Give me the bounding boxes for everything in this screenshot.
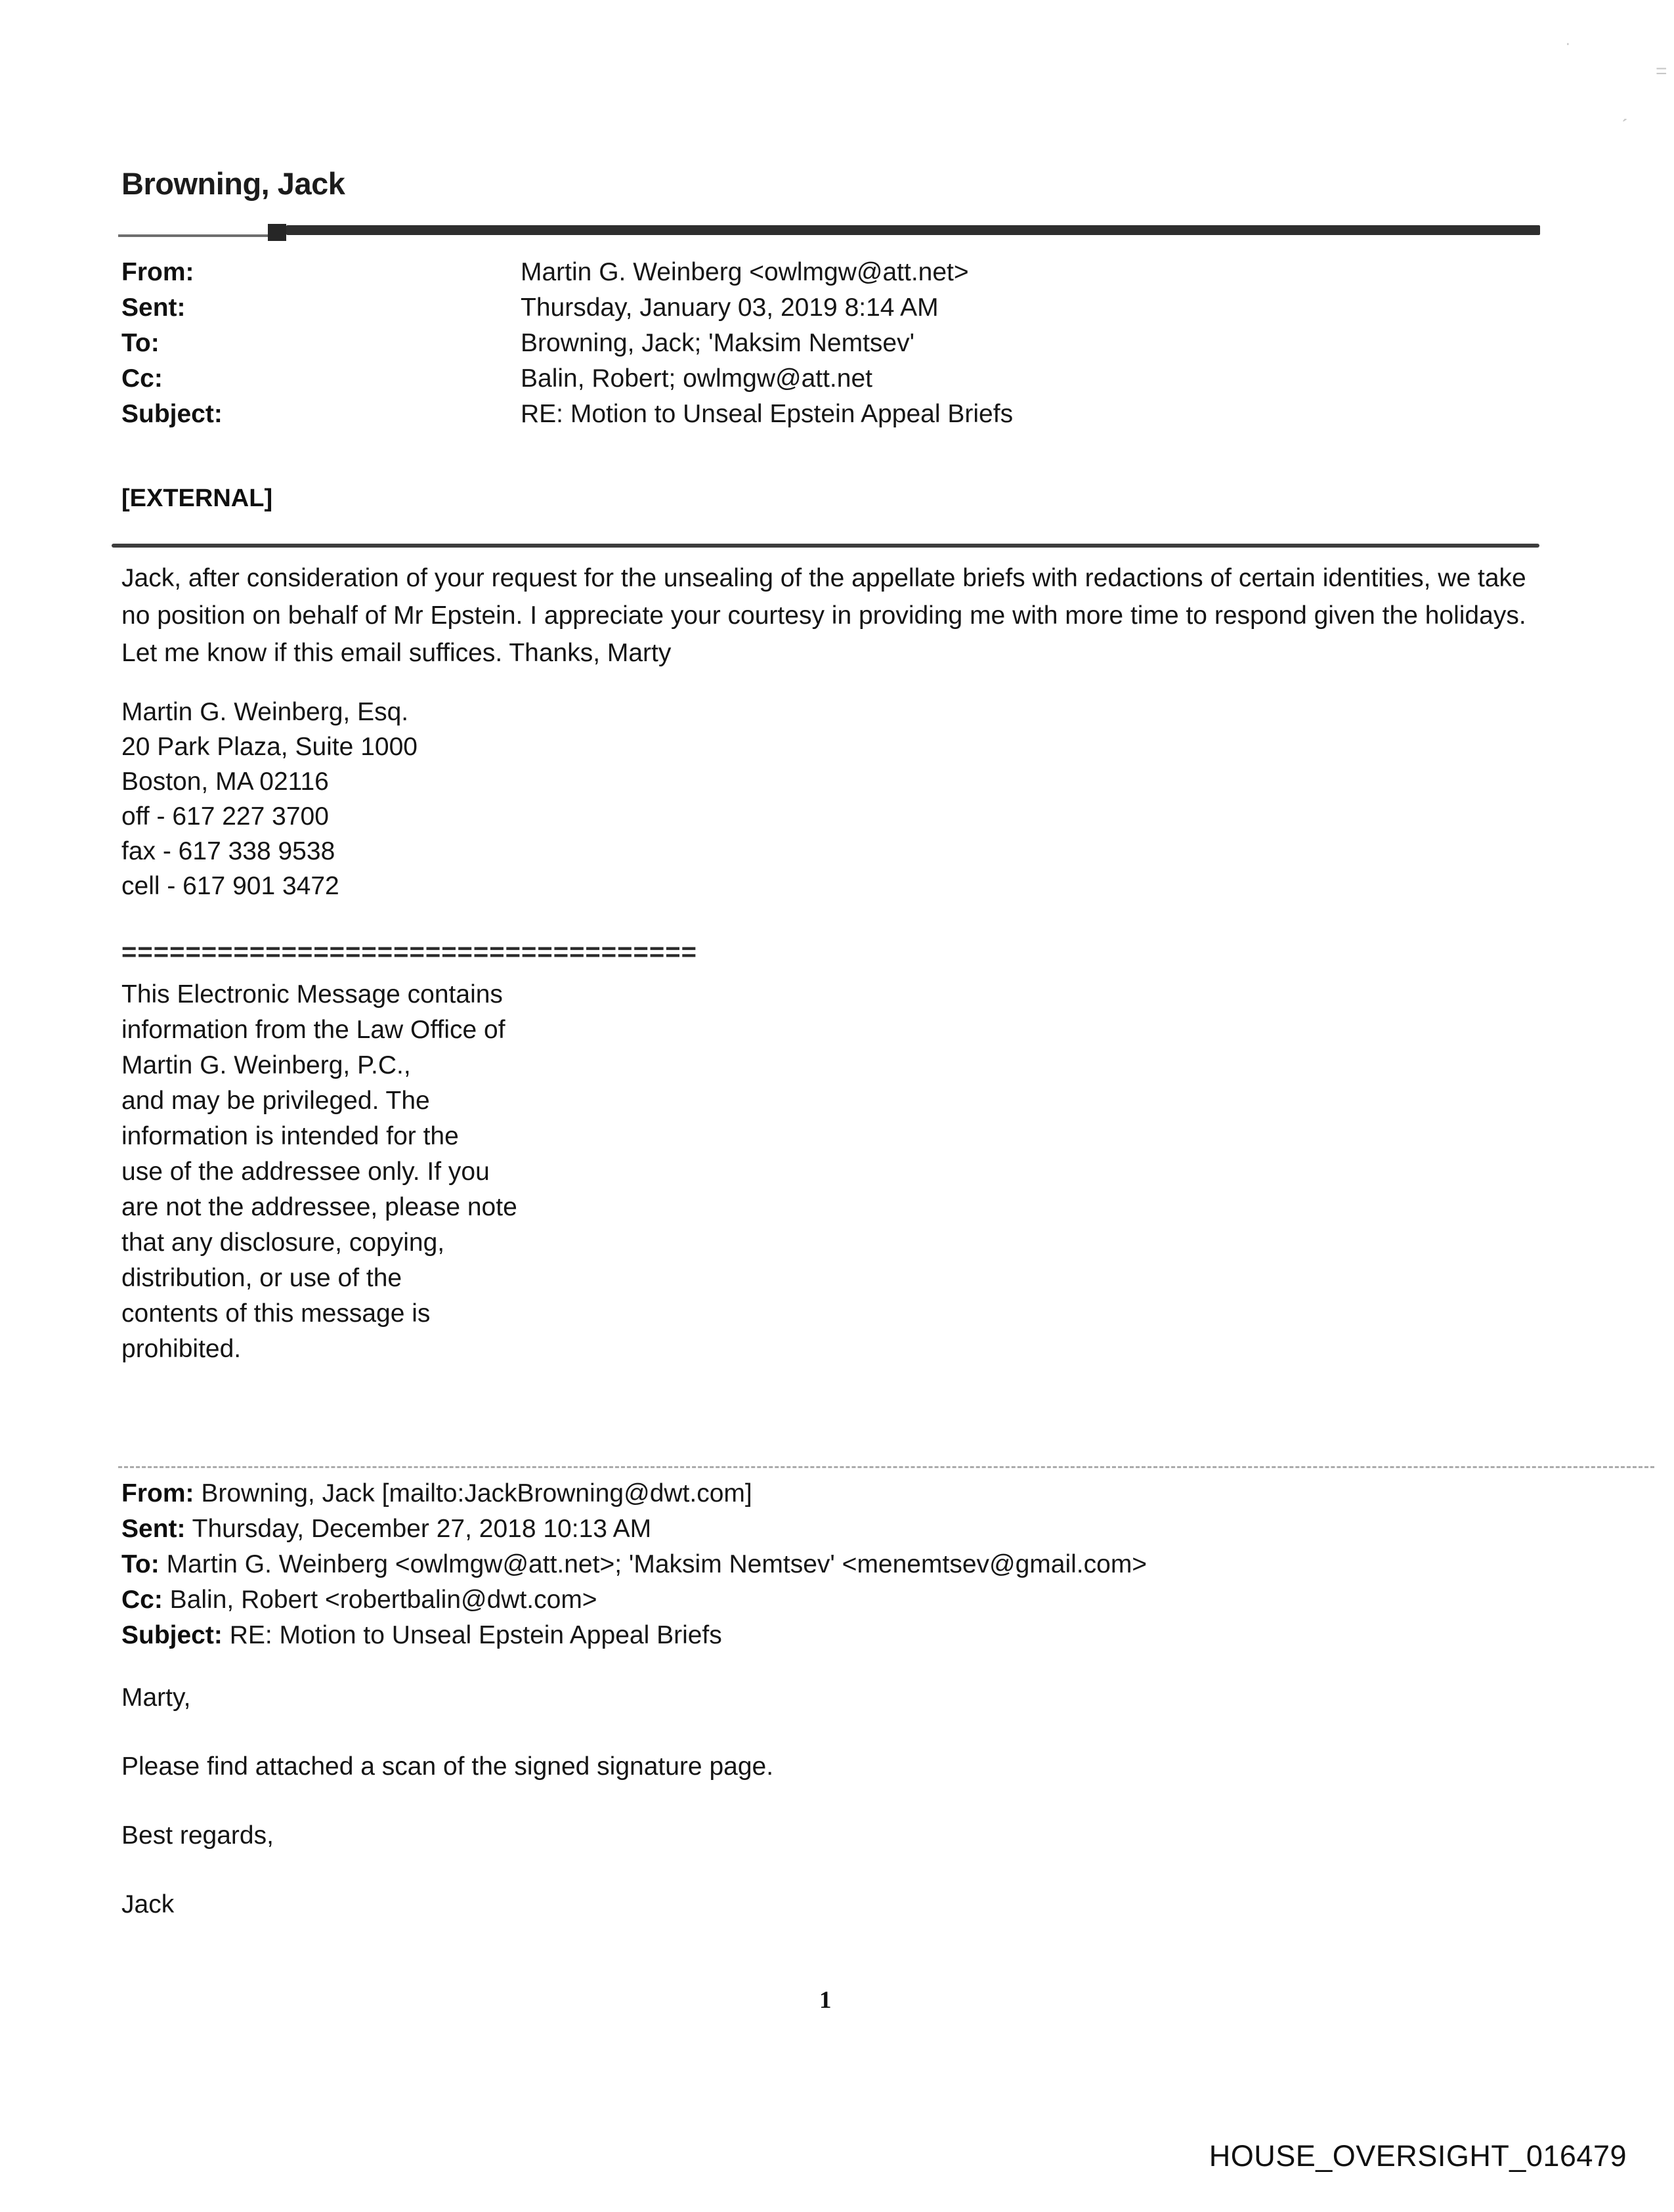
disclaimer-block: [121, 977, 517, 1367]
document-title: Browning, Jack: [121, 166, 345, 201]
field-label: Cc:: [121, 364, 163, 393]
bates-number: HOUSE_OVERSIGHT_016479: [1209, 2139, 1627, 2173]
disclaimer-line: that any disclosure, copying,: [121, 1228, 445, 1257]
header-row-to: [121, 1547, 1631, 1582]
field-label: Cc:: [121, 1586, 163, 1614]
body-line: Please find attached a scan of the signed signature page.: [121, 1752, 774, 1781]
email-header-2: [121, 1476, 1631, 1653]
disclaimer-line: and may be privileged. The: [121, 1087, 430, 1115]
signature-line: cell - 617 901 3472: [121, 872, 339, 900]
field-label: Sent:: [121, 293, 186, 322]
horizontal-rule: [112, 544, 1539, 548]
email-body-paragraph: Jack, after consideration of your request for the unsealing of the appellate briefs with redactions of certain identities, we take no position on behalf of Mr Epstein. I appreciate your courtesy in providing me with more time to respond given the holidays. Let me know if this email suffices. Thanks, Marty: [121, 564, 1526, 667]
signature-block: [121, 695, 418, 903]
signature-line: off - 617 227 3700: [121, 802, 329, 831]
field-label: Subject:: [121, 1621, 223, 1649]
disclaimer-line: contents of this message is: [121, 1299, 431, 1328]
field-value: Balin, Robert <robertbalin@dwt.com>: [162, 1586, 597, 1614]
field-label: To:: [121, 1550, 160, 1578]
signature-line: Boston, MA 02116: [121, 768, 329, 796]
field-value: Thursday, January 03, 2019 8:14 AM: [521, 293, 939, 322]
header-row-from: [121, 1476, 1631, 1511]
field-value: RE: Motion to Unseal Epstein Appeal Briefs: [222, 1621, 722, 1649]
scan-artifact: =: [1656, 60, 1667, 82]
scan-artifact: ˏ: [1620, 98, 1633, 123]
header-row-from: [121, 255, 1539, 290]
signature-line: fax - 617 338 9538: [121, 837, 335, 865]
title-underline: [286, 225, 1540, 235]
header-row-sent: [121, 1511, 1631, 1547]
disclaimer-line: This Electronic Message contains: [121, 980, 503, 1008]
field-value: Browning, Jack; 'Maksim Nemtsev': [521, 329, 915, 357]
dashed-separator: [118, 1466, 1654, 1468]
header-row-subject: [121, 1618, 1631, 1653]
title-underline: [118, 234, 279, 237]
header-row-sent: [121, 290, 1539, 326]
field-value: Martin G. Weinberg <owlmgw@att.net>; 'Maksim Nemtsev' <menemtsev@gmail.com>: [159, 1550, 1148, 1578]
page-number: 1: [819, 1987, 832, 2014]
disclaimer-line: prohibited.: [121, 1335, 242, 1363]
disclaimer-line: Martin G. Weinberg, P.C.,: [121, 1051, 411, 1079]
disclaimer-line: use of the addressee only. If you: [121, 1158, 490, 1186]
field-label: Subject:: [121, 400, 223, 428]
header-row-cc: [121, 361, 1539, 397]
disclaimer-line: information from the Law Office of: [121, 1016, 505, 1044]
equals-separator: ====================================: [121, 938, 697, 966]
scan-artifact: ·: [1565, 33, 1571, 53]
title-underline: [268, 224, 286, 241]
email-header-1: [121, 255, 1539, 432]
external-tag: [EXTERNAL]: [121, 485, 273, 512]
quoted-email-body: [121, 1685, 773, 1961]
disclaimer-line: are not the addressee, please note: [121, 1193, 517, 1221]
field-label: From:: [121, 1479, 194, 1507]
closing-line: Best regards,: [121, 1821, 274, 1850]
signoff-line: Jack: [121, 1890, 175, 1919]
field-value: Martin G. Weinberg <owlmgw@att.net>: [521, 258, 969, 286]
field-value: RE: Motion to Unseal Epstein Appeal Briefs: [521, 400, 1014, 428]
field-value: Balin, Robert; owlmgw@att.net: [521, 364, 872, 393]
signature-line: Martin G. Weinberg, Esq.: [121, 698, 409, 726]
field-label: Sent:: [121, 1515, 186, 1543]
disclaimer-line: information is intended for the: [121, 1122, 459, 1150]
disclaimer-line: distribution, or use of the: [121, 1264, 402, 1292]
field-value: Browning, Jack [mailto:JackBrowning@dwt.com]: [194, 1479, 752, 1507]
field-label: From:: [121, 258, 194, 286]
field-value: Thursday, December 27, 2018 10:13 AM: [185, 1515, 652, 1543]
header-row-cc: [121, 1582, 1631, 1618]
field-label: To:: [121, 329, 160, 357]
greeting-line: Marty,: [121, 1683, 191, 1712]
header-row-to: [121, 326, 1539, 361]
header-row-subject: [121, 397, 1539, 432]
signature-line: 20 Park Plaza, Suite 1000: [121, 733, 418, 761]
